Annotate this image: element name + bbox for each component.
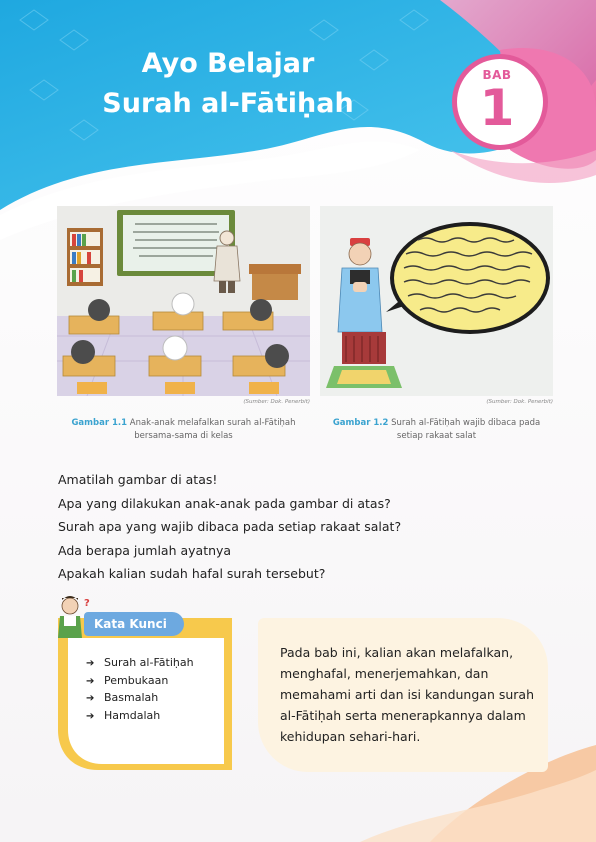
question-5: Apakah kalian sudah hafal surah tersebut? xyxy=(58,566,326,581)
svg-text:?: ? xyxy=(84,598,90,609)
question-3: Surah apa yang wajib dibaca pada setiap rakaat salat? xyxy=(58,519,402,534)
figure-1-source: (Sumber: Dok. Penerbit) xyxy=(243,399,310,405)
kata-kunci-heading: Kata Kunci xyxy=(84,612,184,636)
kata-kunci-item: ➔ Hamdalah xyxy=(86,708,194,726)
figure-2-caption-line1: Surah al-Fātiḥah wajib dibaca pada xyxy=(391,418,541,428)
kata-kunci-item: ➔ Surah al-Fātiḥah xyxy=(86,655,194,673)
arrow-right-icon: ➔ xyxy=(86,658,95,669)
figure-2-caption-line2: setiap rakaat salat xyxy=(396,431,477,441)
chapter-title xyxy=(60,44,396,124)
arrow-right-icon: ➔ xyxy=(86,710,95,722)
figure-1-caption-line2: bersama-sama di kelas xyxy=(134,431,233,441)
arrow-right-icon: ➔ xyxy=(86,675,95,687)
chapter-intro-text: Pada bab ini, kalian akan melafalkan, menghafal, menerjemahkan, dan memahami arti dan isi kandungan surah al-Fātiḥah serta menerapkannya dalam kehidupan sehari-hari. xyxy=(280,645,535,744)
question-1: Amatilah gambar di atas! xyxy=(58,472,218,487)
figure-1-label: Gambar 1.1 xyxy=(71,418,128,428)
chapter-title-line1: Ayo Belajar xyxy=(141,48,315,79)
figure-1-caption-line1: Anak-anak melafalkan surah al-Fātiḥah xyxy=(129,418,296,428)
question-4: Ada berapa jumlah ayatnya xyxy=(58,542,232,558)
kata-kunci-item: ➔ Basmalah xyxy=(86,690,194,708)
figure-1-caption xyxy=(57,417,310,443)
figure-2-source: (Sumber: Dok. Penerbit) xyxy=(486,399,553,405)
chapter-title-line2: Surah al-Fātiḥah xyxy=(102,88,354,119)
arrow-right-icon: ➔ xyxy=(86,693,95,704)
figure-2-label: Gambar 1.2 xyxy=(332,418,389,428)
figure-prayer-illustration xyxy=(320,206,553,396)
figure-classroom-illustration xyxy=(57,206,310,396)
bab-number: 1 xyxy=(479,79,515,137)
question-2: Apa yang dilakukan anak-anak pada gambar di atas? xyxy=(58,495,391,511)
kata-kunci-list xyxy=(86,655,194,725)
bab-label: BAB xyxy=(482,68,512,82)
kata-kunci-item: ➔ Pembukaan xyxy=(86,673,194,691)
figure-2-caption xyxy=(320,417,553,443)
observation-questions xyxy=(58,468,438,586)
